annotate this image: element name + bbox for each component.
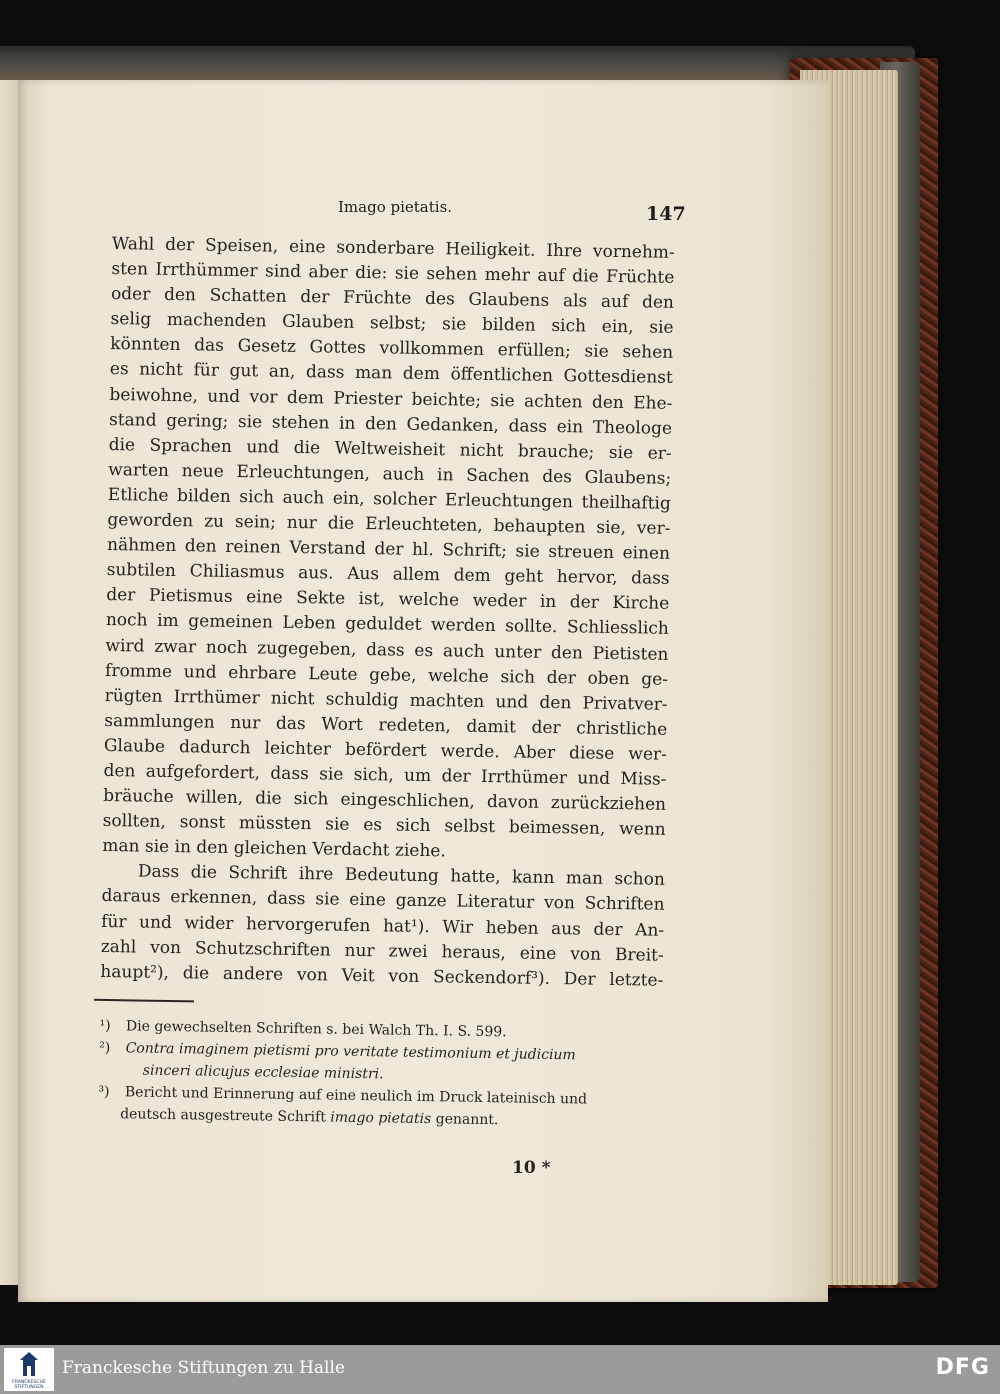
text-line: Wahl der Speisen, eine sonderbare Heiligkeit. Ihre vornehm-: [111, 233, 675, 263]
book-cover-top: [0, 46, 915, 82]
text-line: sammlungen nur das Wort redeten, damit der christliche: [104, 710, 668, 740]
text-line: geworden zu sein; nur die Erleuchteten, behaupten sie, ver-: [107, 509, 671, 539]
footnote-text: Bericht und Erinnerung auf eine neulich im Druck lateinisch und: [124, 1084, 588, 1108]
text-line: warten neue Erleuchtungen, auch in Sachen des Glaubens;: [108, 459, 672, 489]
text-line: bräuche willen, die sich eingeschlichen, davon zurückziehen: [102, 785, 667, 815]
text-line: noch im gemeinen Leben geduldet werden sollte. Schliesslich: [105, 610, 669, 640]
text-line: daraus erkennen, dass sie eine ganze Literatur von Schriften: [101, 886, 665, 916]
text-line: subtilen Chiliasmus aus. Aus allem dem geht hervor, dass: [106, 560, 670, 590]
footnote-cont-italic: imago pietatis: [330, 1109, 432, 1127]
text-line: stand gering; sie stehen in den Gedanken, dass ein Theologe: [108, 409, 673, 439]
signature-mark: 10 *: [512, 1158, 551, 1178]
text-line: rügten Irrthümer nicht schuldig machten und den Privatver-: [104, 685, 668, 715]
text-line: sollten, sonst müssten sie es sich selbst beimessen, wenn: [102, 811, 666, 840]
dfg-logo: DFG: [935, 1355, 990, 1380]
text-line: der Pietismus eine Sekte ist, welche weder in der Kirche: [106, 585, 670, 615]
text-line: Etliche bilden sich auch ein, solcher Erleuchtungen theilhaftig: [107, 484, 671, 514]
footer-bar: [0, 1345, 1000, 1394]
text-line: könnten das Gesetz Gottes vollkommen erfüllen; sie sehen: [110, 334, 674, 364]
text-line: zahl von Schutzschriften nur zwei heraus, eine von Breit-: [100, 936, 664, 966]
text-line: oder den Schatten der Früchte des Glaubens als auf den: [110, 284, 675, 314]
footnotes: [98, 1015, 663, 1134]
text-line: selig machenden Glauben selbst; sie bilden sich ein, sie: [110, 309, 674, 339]
text-line: man sie in den gleichen Verdacht ziehe.: [102, 836, 446, 862]
running-head: Imago pietatis.: [338, 198, 453, 216]
footnote-rule: [94, 999, 194, 1003]
text-line: Glaube dadurch leichter befördert werde. Aber diese wer-: [103, 735, 668, 765]
footnote-cont-start: deutsch ausgestreute Schrift: [120, 1106, 331, 1126]
svg-text:STIFTUNGEN: STIFTUNGEN: [14, 1385, 44, 1390]
orphanage-building-icon: [4, 1348, 54, 1391]
footnote-text: Contra imaginem pietismi pro veritate testimonium et judicium: [125, 1040, 576, 1064]
text-line: Dass die Schrift ihre Bedeutung hatte, kann man schon: [137, 861, 666, 891]
text-line: es nicht für gut an, dass man dem öffentlichen Gottesdienst: [109, 359, 673, 389]
footnote-marker: ³): [98, 1083, 110, 1100]
text-line: nähmen den reinen Verstand der hl. Schrift; sie streuen einen: [106, 535, 671, 564]
text-line: den aufgefordert, dass sie sich, um der Irrthümer und Miss-: [103, 760, 667, 790]
footnote-text: Die gewechselten Schriften s. bei Walch Th. I. S. 599.: [125, 1018, 507, 1041]
text-line: beiwohne, und vor dem Priester beichte; sie achten den Ehe-: [109, 384, 673, 414]
footnote-cont-end: genannt.: [431, 1110, 499, 1128]
text-line: sten Irrthümmer sind aber die: sie sehen mehr auf die Früchte: [111, 259, 675, 288]
text-line: für und wider hervorgerufen hat¹). Wir heben aus der An-: [101, 911, 665, 941]
institution-name: Franckesche Stiftungen zu Halle: [62, 1358, 345, 1378]
footnote-marker: ²): [99, 1039, 111, 1056]
text-line: wird zwar noch zugegeben, dass es auch unter den Pietisten: [105, 635, 669, 665]
footnote-continuation: sinceri alicujus ecclesiae ministri.: [142, 1062, 384, 1083]
page-number: 147: [646, 203, 686, 225]
text-line: die Sprachen und die Weltweisheit nicht brauche; sie er-: [108, 434, 672, 464]
text-line: fromme und ehrbare Leute gebe, welche sich der oben ge-: [104, 660, 669, 690]
body-text: [98, 232, 675, 1134]
text-line: haupt²), die andere von Veit von Seckendorf³). Der letzte-: [100, 961, 664, 991]
footnote-marker: ¹): [99, 1017, 111, 1034]
svg-text:FRANCKESCHE: FRANCKESCHE: [12, 1380, 46, 1385]
institution-logo: [4, 1348, 54, 1391]
